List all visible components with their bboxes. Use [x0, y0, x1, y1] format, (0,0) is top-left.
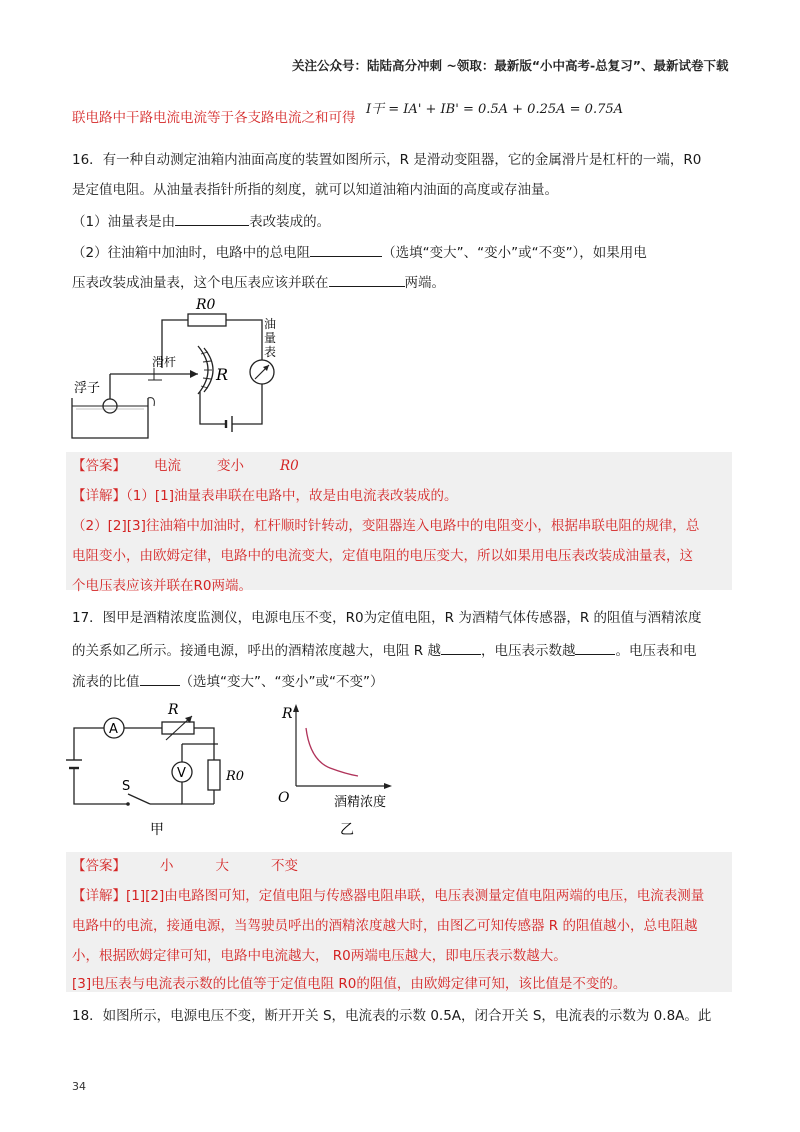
q16-part2-b: （选填“变大”、“变小”或“不变”），如果用电: [382, 245, 647, 261]
q16-rheostat-tick-4: [203, 378, 211, 379]
q16-lever-label: 滑杆: [152, 355, 177, 369]
q17-sensor-resistor: [162, 722, 194, 734]
q16-answer-3: R0: [280, 458, 299, 474]
q17-answer-tag: 【答案】: [72, 858, 126, 874]
q17-r0-resistor: [208, 760, 220, 790]
q16-part1-b: 表改装成的。: [249, 214, 331, 230]
q16-part2-a: （2）往油箱中加油时，电路中的总电阻: [72, 245, 311, 261]
q16-wire-bottom: [200, 392, 226, 424]
q17-wire-top-left: [74, 728, 104, 760]
q16-r0-resistor: [188, 314, 226, 326]
q17-x-arrow: [384, 783, 392, 789]
q17-y-label: R: [282, 706, 293, 722]
q16-part3-a: 压表改装成油量表，这个电压表应该并联在: [72, 275, 329, 291]
q17-line2: [72, 640, 696, 661]
q17-line2-c: 。电压表和电: [615, 643, 697, 659]
prev-answer-text: 联电路中干路电流电流等于各支路电流之和可得: [72, 110, 356, 126]
page-number: 34: [72, 1080, 86, 1093]
q17-line1: 17．图甲是酒精浓度监测仪，电源电压不变，R0为定值电阻，R 为酒精气体传感器，R 的阻值与酒精浓度: [72, 610, 702, 626]
q17-line2-b: ，电压表示数越: [480, 643, 576, 659]
q18-line1: 18．如图所示，电源电压不变，断开开关 S，电流表的示数 0.5A，闭合开关 S，电流表的示数为 0.8A。此: [72, 1008, 712, 1024]
q17-wire-bottom-left: [74, 772, 131, 804]
q17-answer-2: 大: [215, 858, 229, 874]
q17-origin-label: O: [278, 790, 290, 806]
q17-detail-2: 电路中的电流，接通电源，当驾驶员呼出的酒精浓度越大时，由图乙可知传感器 R 的阻值越小，总电阻越: [72, 918, 698, 934]
q17-line3: [72, 671, 383, 692]
q16-part1-a: （1）油量表是由: [72, 214, 176, 230]
q16-detail-line1: [72, 486, 457, 506]
q17-circuit-figure: [66, 700, 266, 840]
q17-line2-a: 的关系如乙所示。接通电源，呼出的酒精浓度越大，电阻 R 越: [72, 643, 441, 659]
q17-detail-tag: 【详解】: [72, 888, 126, 904]
q17-x-label: 酒精浓度: [334, 795, 387, 810]
q16-lever-tip: [190, 370, 198, 378]
q16-r-label: R: [216, 365, 229, 384]
prev-answer-formula: I干 = IA' + IB' = 0.5A + 0.25A = 0.75A: [366, 102, 624, 117]
q17-fig-b-caption: 乙: [340, 822, 354, 838]
q17-switch-blade: [128, 794, 150, 804]
q16-meter-label-3: 表: [264, 345, 277, 359]
q16-r0-label: R0: [196, 297, 216, 313]
q17-detail-4: [3]电压表与电流表示数的比值等于定值电阻 R0的阻值，由欧姆定律可知，该比值是不变的。: [72, 976, 627, 992]
q16-blank-1: [175, 211, 249, 226]
page-header: 关注公众号：陆陆高分冲刺 ~领取：最新版“小中高考-总复习”、最新试卷下载: [292, 58, 729, 73]
q16-detail-2: （2）[2][3]往油箱中加油时，杠杆顺时针转动，变阻器连入电路中的电阻变小，根据串联电阻的规律，总: [72, 518, 700, 534]
q16-detail-3: 电阻变小，由欧姆定律，电路中的电流变大，定值电阻的电压变大，所以如果用电压表改装成油量表，这: [72, 548, 693, 564]
q17-line3-b: （选填“变大”、“变小”或“不变”）: [179, 674, 384, 690]
q17-graph-figure: [270, 700, 410, 840]
q17-answer-line: [72, 856, 298, 876]
q17-wire-top-right: [194, 728, 214, 744]
q16-tank-inlet: [148, 398, 154, 406]
q17-detail-line1: [72, 886, 704, 906]
q16-detail-tag: 【详解】: [72, 488, 126, 504]
q16-float-label: 浮子: [74, 381, 101, 396]
q17-blank-2: [575, 640, 615, 655]
q17-curve: [306, 728, 358, 776]
q16-part3-b: 两端。: [404, 275, 445, 291]
q17-y-arrow: [293, 704, 299, 712]
q16-part3: [72, 272, 445, 293]
q16-line2: 是定值电阻。从油量表指针所指的刻度，就可以知道油箱内油面的高度或存油量。: [72, 182, 558, 198]
q17-answer-1: 小: [160, 858, 174, 874]
q16-answer-1: 电流: [154, 458, 181, 474]
q16-wire-right-bottom: [232, 384, 262, 424]
q16-detail-4: 个电压表应该并联在R0两端。: [72, 578, 252, 594]
q17-blank-3: [140, 671, 180, 686]
q16-meter-label-1: 油: [264, 317, 277, 331]
q17-blank-1: [441, 640, 481, 655]
q16-oil-gauge-figure: [70, 296, 280, 446]
q16-line1: 16．有一种自动测定油箱内油面高度的装置如图所示，R 是滑动变阻器，它的金属滑片是杠杆的一端，R0: [72, 152, 702, 168]
q16-part2: [72, 242, 647, 263]
q17-switch-label: S: [122, 779, 131, 794]
q16-blank-2: [310, 242, 382, 257]
q17-voltmeter-label: V: [177, 766, 186, 781]
q17-r0-label: R0: [226, 769, 245, 784]
q16-answer-2: 变小: [217, 458, 244, 474]
q17-detail-3: 小，根据欧姆定律可知，电路中电流越大， R0两端电压越大，即电压表示数越大。: [72, 948, 567, 964]
q16-answer-tag: 【答案】: [72, 458, 126, 474]
q17-answer-3: 不变: [271, 858, 298, 874]
q16-part1: [72, 211, 330, 232]
q17-fig-a-caption: 甲: [150, 822, 164, 838]
q16-rheostat-tick-2: [203, 361, 211, 362]
q16-wire-right-top: [226, 320, 262, 360]
q17-ammeter-label: A: [109, 722, 118, 737]
q16-meter-label-2: 量: [264, 331, 277, 345]
q16-answer-line: [72, 456, 299, 476]
q17-line3-a: 流表的比值: [72, 674, 140, 690]
q17-detail-1: [1][2]由电路图可知，定值电阻与传感器电阻串联，电压表测量定值电阻两端的电压，电流表测量: [126, 888, 705, 904]
q16-blank-3: [329, 272, 405, 287]
q17-sensor-label: R: [168, 702, 179, 718]
q16-detail-1: （1）[1]油量表串联在电路中，故是由电流表改装成的。: [126, 488, 458, 504]
